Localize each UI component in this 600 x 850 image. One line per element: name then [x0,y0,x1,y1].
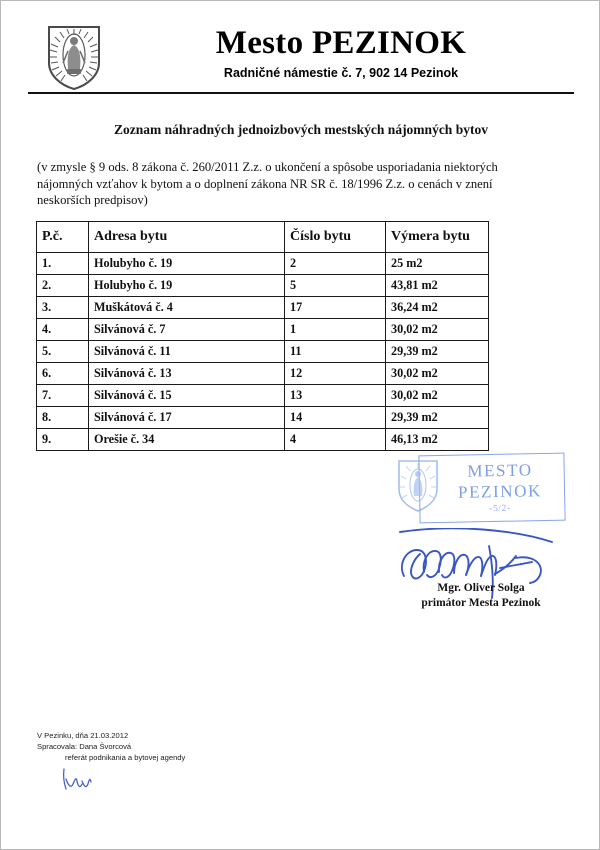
cell-number: 2. [37,275,89,297]
cell-flat-number: 5 [285,275,386,297]
stamp-line-1: MESTO [467,460,533,481]
letterhead-divider [28,92,574,94]
cell-flat-number: 13 [285,385,386,407]
cell-number: 8. [37,407,89,429]
cell-flat-number: 17 [285,297,386,319]
cell-address: Silvánová č. 15 [89,385,285,407]
cell-area: 30,02 m2 [386,385,489,407]
cell-area: 36,24 m2 [386,297,489,319]
cell-area: 29,39 m2 [386,341,489,363]
cell-number: 3. [37,297,89,319]
letterhead-text [111,23,571,81]
cell-flat-number: 14 [285,407,386,429]
signatory-role: primátor Mesta Pezinok [421,596,541,609]
cell-area: 29,39 m2 [386,407,489,429]
cell-flat-number: 1 [285,319,386,341]
table-row [37,275,489,297]
table-row [37,341,489,363]
city-address: Radničné námestie č. 7, 902 14 Pezinok [223,66,459,80]
cell-area: 30,02 m2 [386,319,489,341]
cell-address: Holubyho č. 19 [89,275,285,297]
cell-number: 5. [37,341,89,363]
column-header-number: P.č. [37,222,89,253]
cell-number: 9. [37,429,89,451]
pezinok-coat-of-arms-icon [46,25,102,91]
footer-initial-signature [59,767,99,795]
cell-area: 30,02 m2 [386,363,489,385]
letterhead [1,23,600,95]
cell-flat-number: 4 [285,429,386,451]
cell-number: 6. [37,363,89,385]
column-header-area: Výmera bytu [386,222,489,253]
cell-area: 46,13 m2 [386,429,489,451]
footer-meta [37,731,357,764]
table-row [37,253,489,275]
cell-address: Muškátová č. 4 [89,297,285,319]
cell-number: 4. [37,319,89,341]
cell-address: Holubyho č. 19 [89,253,285,275]
stamp-line-2: PEZINOK [457,481,543,502]
cell-number: 1. [37,253,89,275]
column-header-flat-no: Číslo bytu [285,222,386,253]
cell-address: Silvánová č. 11 [89,341,285,363]
cell-area: 43,81 m2 [386,275,489,297]
table-row [37,363,489,385]
cell-number: 7. [37,385,89,407]
flats-table [36,221,489,451]
stamp-line-3: -5/2- [489,503,511,515]
footer-department: referát podnikania a bytovej agendy [65,753,186,762]
legal-reference-text: (v zmysle § 9 ods. 8 zákona č. 260/2011 Z.z. o ukončení a spôsobe usporiadania niektorých nájomných vzťahov k bytom a o doplnení zákona NR SR č. 18/1996 Z.z. o cenách v znení neskorších predpisov) [37,160,498,207]
table-row [37,297,489,319]
cell-address: Silvánová č. 7 [89,319,285,341]
table-row [37,319,489,341]
column-header-address: Adresa bytu [89,222,285,253]
signatory-name: Mgr. Oliver Solga [437,582,525,594]
city-title: Mesto PEZINOK [215,25,467,61]
cell-address: Orešie č. 34 [89,429,285,451]
cell-flat-number: 11 [285,341,386,363]
cell-area: 25 m2 [386,253,489,275]
table-row [37,429,489,451]
official-stamp [397,451,567,529]
signature-block [381,581,581,610]
page-title: Zoznam náhradných jednoizbových mestských nájomných bytov [114,122,488,137]
cell-address: Silvánová č. 17 [89,407,285,429]
cell-flat-number: 12 [285,363,386,385]
table-row [37,385,489,407]
table-row [37,407,489,429]
cell-address: Silvánová č. 13 [89,363,285,385]
flats-table-container [36,221,488,451]
cell-flat-number: 2 [285,253,386,275]
stamp-coat-of-arms-icon [397,459,439,513]
footer-prepared-by: Spracovala: Dana Švorcová [37,741,132,751]
footer-place-date: V Pezinku, dňa 21.03.2012 [37,731,129,740]
table-header-row [37,222,489,253]
